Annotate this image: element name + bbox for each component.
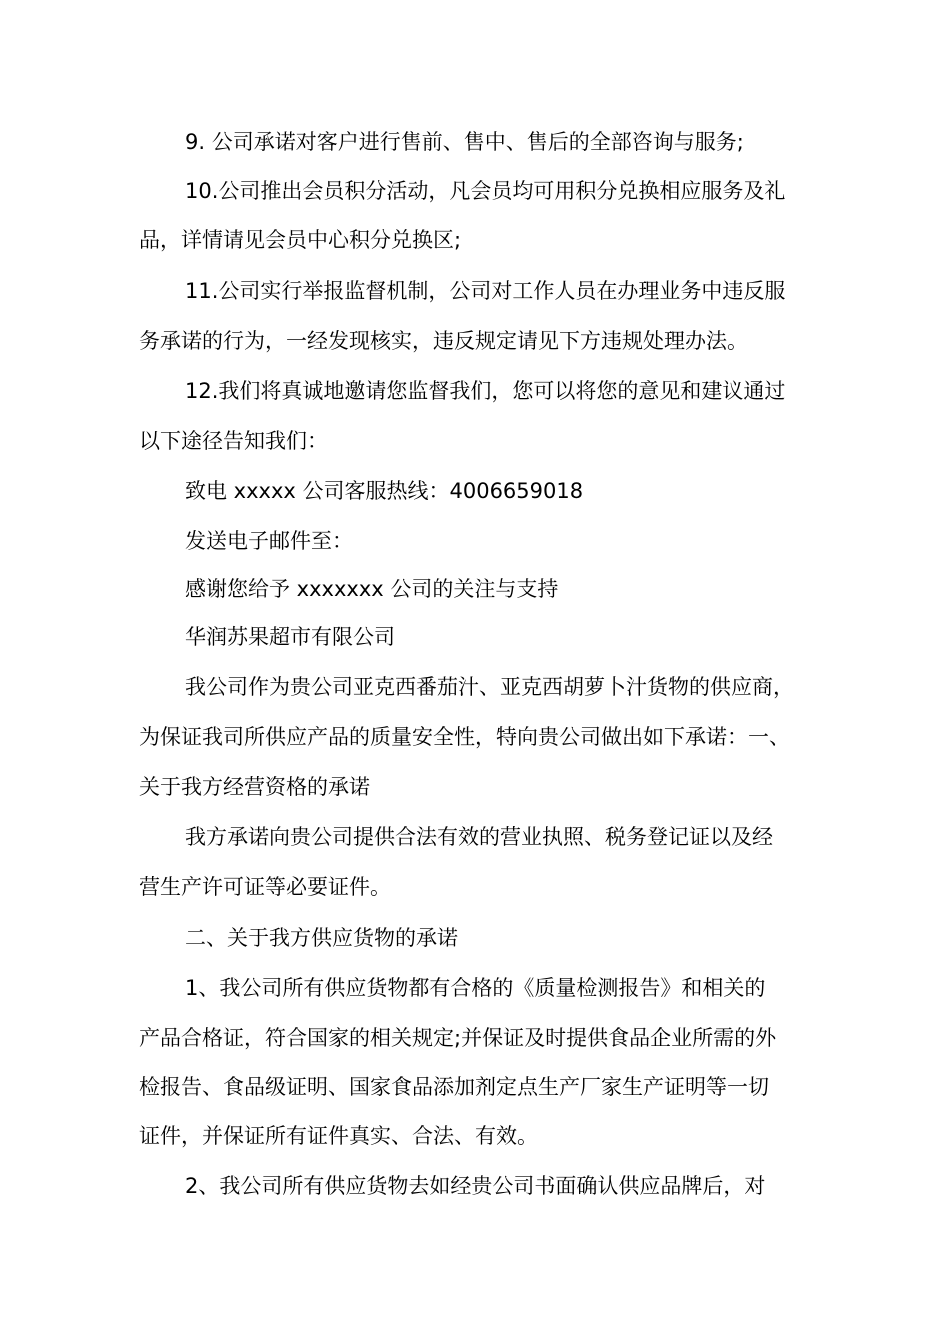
text-line: 9. 公司承诺对客户进行售前、售中、售后的全部咨询与服务; <box>185 130 744 154</box>
text-line: 1、我公司所有供应货物都有合格的《质量检测报告》和相关的 <box>185 976 766 1000</box>
text-line: 营生产许可证等必要证件。 <box>139 875 391 899</box>
text-line: 以下途径告知我们： <box>139 429 328 453</box>
text-line: 华润苏果超市有限公司 <box>185 625 395 649</box>
text-line: 致电 xxxxx 公司客服热线：4006659018 <box>185 479 584 503</box>
text-line: 2、我公司所有供应货物去如经贵公司书面确认供应品牌后，对 <box>185 1174 766 1198</box>
text-line: 务承诺的行为，一经发现核实，违反规定请见下方违规处理办法。 <box>139 329 748 353</box>
text-line: 我方承诺向贵公司提供合法有效的营业执照、税务登记证以及经 <box>185 825 773 849</box>
text-line: 品，详情请见会员中心积分兑换区; <box>139 228 462 252</box>
text-line: 发送电子邮件至： <box>185 529 353 553</box>
text-line: 我公司作为贵公司亚克西番茄汁、亚克西胡萝卜汁货物的供应商， <box>185 675 794 699</box>
text-line: 感谢您给予 xxxxxxx 公司的关注与支持 <box>185 577 559 601</box>
text-line: 10.公司推出会员积分活动，凡会员均可用积分兑换相应服务及礼 <box>185 179 786 203</box>
text-line: 检报告、食品级证明、国家食品添加剂定点生产厂家生产证明等一切 <box>139 1075 769 1099</box>
text-line: 产品合格证，符合国家的相关规定;并保证及时提供食品企业所需的外 <box>139 1026 777 1050</box>
text-line: 二、关于我方供应货物的承诺 <box>185 926 458 950</box>
text-line: 为保证我司所供应产品的质量安全性，特向贵公司做出如下承诺：一、 <box>139 725 790 749</box>
text-line: 关于我方经营资格的承诺 <box>139 775 370 799</box>
text-line: 12.我们将真诚地邀请您监督我们，您可以将您的意见和建议通过 <box>185 379 786 403</box>
text-line: 11.公司实行举报监督机制，公司对工作人员在办理业务中违反服 <box>185 279 786 303</box>
text-line: 证件，并保证所有证件真实、合法、有效。 <box>139 1124 538 1148</box>
